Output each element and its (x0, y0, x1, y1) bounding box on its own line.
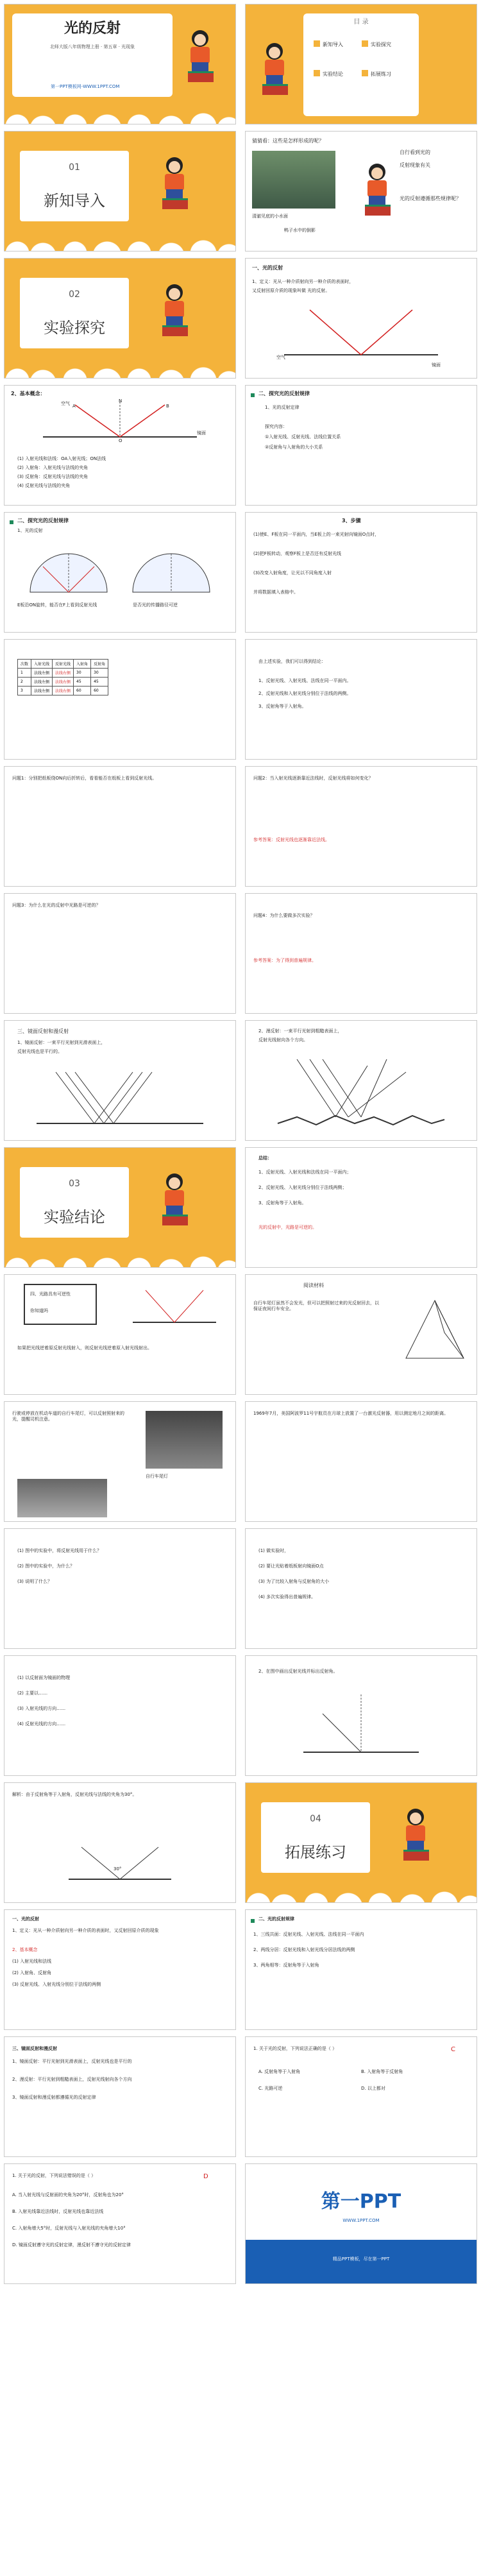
diffuse-diagram (271, 1053, 451, 1130)
def-line-2: 又反射回原介质的现象叫做 光的反射。 (252, 288, 330, 293)
table-cell: 45 (91, 678, 108, 687)
table-cell: 30 (74, 669, 91, 678)
table-row (18, 669, 108, 678)
label-air: 空气 (61, 401, 70, 406)
quiz-2-question: 1. 关于光的反射，下列说法错误的是（ ） (12, 2173, 96, 2178)
table-cell: 30 (91, 669, 108, 678)
review-2-item-3: 3、两角相等：反射角等于入射角 (253, 1963, 319, 1968)
quiz-1-question: 1. 关于光的反射，下列说法正确的是（ ） (253, 2046, 337, 2051)
review-1-item-2: 2、基本概念 (12, 1947, 38, 1952)
explore-heading: 二、探究光的反射规律 (258, 391, 310, 397)
table-cell: 60 (74, 687, 91, 695)
end-banner (246, 2240, 477, 2283)
duck-photo (252, 151, 335, 209)
specular-item-1: 1、镜面反射：一束平行光射到光滑表面上， (17, 1040, 106, 1045)
exercise-c-4: (4) 反射光线的方向…… (17, 1721, 66, 1727)
review-2-item-1: 1、三线共面：反射光线、入射光线、法线在同一平面内 (253, 1932, 364, 1937)
slide-taillight (4, 1401, 236, 1522)
bicycle-photo (17, 1479, 107, 1517)
bullet-icon (10, 520, 13, 524)
review-1-item-3: (1) 入射光线和法线 (12, 1959, 52, 1964)
bullet-icon (251, 1919, 255, 1923)
slide-review-1 (4, 1909, 236, 2030)
quiz-1-option-b[interactable]: B. 入射角等于反射角 (361, 2069, 403, 2074)
quiz-1-answer: C (451, 2046, 455, 2053)
toc-bullet-icon (314, 70, 320, 76)
boy-illustration (361, 164, 393, 215)
diffuse-item-1: 反射光线射向各个方向。 (258, 1037, 308, 1043)
slide-title (4, 4, 236, 124)
explore-item-4: ②反射角与入射角的大小关系 (265, 445, 323, 450)
toc-heading: 目 录 (353, 19, 369, 26)
summary-heading: 总结： (258, 1156, 272, 1161)
intro-answer-1: 自行看到光的 (400, 149, 430, 155)
main-title: 光的反射 (63, 21, 121, 37)
concept-item-3: (3) 反射角：反射光线与法线的夹角 (17, 474, 89, 479)
boy-illustration (158, 284, 190, 336)
concepts-heading: 2、基本概念： (11, 391, 46, 397)
toc-bullet-icon (314, 40, 320, 47)
boy-illustration (258, 43, 291, 94)
exercise-a-2: (2) 图中的实验中，为什么？ (17, 1564, 75, 1569)
step-item-3: (3)改变入射角度，让光以不同角度入射 (253, 570, 332, 576)
section-card (20, 1167, 129, 1238)
exercise-c-3: (3) 入射光线的方向…… (17, 1706, 66, 1711)
experiment-caption-2: 是否光的传播路径可逆 (133, 602, 178, 608)
quiz-2-option-a[interactable]: A. 当入射光线与反射面的夹角为20°时，反射角也为20° (12, 2192, 124, 2197)
review-1-item-4: (2) 入射角、反射角 (12, 1970, 52, 1975)
slide-section-02 (4, 258, 236, 379)
toc-item-4[interactable]: 拓展练习 (371, 71, 391, 77)
table-cell: 2 (18, 678, 31, 687)
cloud-decoration (4, 234, 235, 251)
boy-reading-illustration (184, 30, 216, 81)
concept-item-4: (4) 反射光线与法线的夹角 (17, 483, 71, 488)
section-card (20, 278, 129, 348)
exercise-c-1: (1) 以反射面为镜面的物理 (17, 1675, 71, 1680)
slide-exercise-b (245, 1528, 477, 1649)
specular-diagram (30, 1066, 210, 1130)
boy-illustration (158, 1173, 190, 1225)
answer-2-text: 参考答案：反射光线也逐渐靠近法线。 (253, 837, 330, 842)
exercise-b-4: (4) 多次实验得出普遍规律。 (258, 1594, 316, 1599)
table-header: 入射光线 (31, 660, 53, 669)
table-header: 反射光线 (53, 660, 74, 669)
conclusion-item-4: 3、反射角等于入射角。 (258, 704, 307, 709)
slide-section-01 (4, 131, 236, 252)
toc-item-1[interactable]: 新知导入 (323, 42, 343, 47)
conclusion-item-1: 由上述实验，我们可以得到结论： (258, 659, 326, 664)
slide-end (245, 2163, 477, 2284)
slide-review-2 (245, 1909, 477, 2030)
label-n: N (119, 398, 122, 404)
slide-reversibility (4, 1274, 236, 1395)
step-item-2: (2)把F板转动，观察F板上是否还有反射光线 (253, 551, 341, 556)
table-header: 入射角 (74, 660, 91, 669)
exercise-a-3: (3) 说明了什么？ (17, 1579, 53, 1584)
slide-section-03 (4, 1147, 236, 1268)
review-3-item-3: 3、镜面反射和漫反射都遵循光的反射定律 (12, 2095, 96, 2100)
data-table (17, 659, 108, 695)
slide-question-1 (4, 766, 236, 887)
table-cell: 60 (91, 687, 108, 695)
toc-bullet-icon (362, 70, 368, 76)
reversibility-prompt: 你知道吗 (30, 1308, 48, 1313)
section-number: 02 (69, 289, 80, 300)
section-title: 实验探究 (44, 319, 105, 337)
table-cell: 法线右侧 (53, 669, 74, 678)
section-number: 03 (69, 1179, 80, 1189)
question-3-text: 问题3：为什么在光的反射中光路是可逆的？ (12, 903, 101, 908)
slide-quiz-2 (4, 2163, 236, 2284)
summary-item-3: 3、反射角等于入射角。 (258, 1200, 307, 1206)
slide-steps (245, 512, 477, 633)
slide-data-table (4, 639, 236, 760)
question-1-text: 问题1：分别把纸板绕ON向后折转后，看看能否在纸板上看到反射光线。 (12, 776, 157, 781)
label-o: O (119, 438, 122, 443)
slide-section-04 (245, 1782, 477, 1903)
end-site[interactable]: WWW.1PPT.COM (342, 2218, 380, 2223)
analysis-text: 解析：由于反射角等于入射角，反射光线与法线的夹角为30°。 (12, 1792, 137, 1797)
reading-heading: 阅读材料 (303, 1283, 324, 1288)
slide-review-3 (4, 2036, 236, 2157)
bullet-icon (251, 393, 255, 397)
cloud-decoration (4, 361, 235, 378)
experiment-caption-1: E板沿ON旋转，能否在F上看到反射光线 (17, 602, 97, 608)
concept-item-2: (2) 入射角：入射光线与法线的夹角 (17, 465, 89, 470)
section-card (261, 1802, 370, 1873)
table-cell: 法线左侧 (31, 687, 53, 695)
review-1-heading: 一、光的反射 (12, 1916, 39, 1922)
concept-item-1: (1) 入射光线和法线：OA入射光线；ON法线 (17, 456, 106, 461)
answer-4-text: 参考答案：为了得到普遍规律。 (253, 958, 316, 963)
reading-text: 自行车尾灯虽然不会发光，但可以把照射过来的光反射回去，以保证夜间行车安全。 (253, 1301, 379, 1311)
photo-caption-2: 鸭子水中的倒影 (284, 228, 316, 233)
toc-bullet-icon (362, 40, 368, 47)
quiz-2-answer: D (203, 2173, 208, 2180)
review-2-item-2: 2、两线分居：反射光线和入射光线分居法线的两侧 (253, 1947, 355, 1952)
slide-question-4 (245, 893, 477, 1014)
experiment-heading: 二、探究光的反射规律 (17, 518, 69, 524)
quiz-1-option-c[interactable]: C. 光路可逆 (258, 2086, 283, 2091)
label-b: B (166, 404, 169, 409)
quiz-2-option-b[interactable]: B. 入射光线靠近法线时，反射光线也靠近法线 (12, 2209, 104, 2214)
slide-concepts (4, 385, 236, 506)
slide-conclusion-text (245, 639, 477, 760)
reversibility-box (24, 1284, 97, 1325)
label-mirror: 镜面 (197, 431, 206, 436)
boy-illustration (400, 1809, 432, 1860)
reversibility-diagram (126, 1284, 223, 1329)
table-header: 次数 (18, 660, 31, 669)
step-item-4: 并将数据填入表格中。 (253, 590, 298, 595)
protractor-diagram (17, 541, 223, 599)
step-item-1: (1)使E、F板在同一平面内，当E板上的一束光射向镜面O点时， (253, 532, 380, 537)
intro-question: 猜猜看：这些是怎样形成的呢？ (252, 138, 324, 144)
explore-item-1: 1、光的反射定律 (265, 405, 300, 410)
diffuse-heading: 2、漫反射：一束平行光射到粗糙表面上， (258, 1028, 342, 1034)
exercise-b-2: (2) 要让光贴着纸板射向镜面O点 (258, 1564, 324, 1569)
exercise-c-2: (2) 主要以…… (17, 1691, 48, 1696)
boy-illustration (158, 157, 190, 209)
table-row (18, 687, 108, 695)
section-title: 新知导入 (44, 192, 105, 210)
table-row (18, 678, 108, 687)
moon-text: 1969年7月，美国阿波罗11号宇航员在月球上放置了一台激光反射器，用以测定地月之间的距离。 (253, 1411, 449, 1416)
exercise-b-3: (3) 为了比较入射角与反射角的大小 (258, 1579, 330, 1584)
table-cell: 法线右侧 (53, 678, 74, 687)
exercise-a-1: (1) 图中的实验中，将反射光线用于什么？ (17, 1548, 102, 1553)
slide-exercise-a (4, 1528, 236, 1649)
slide-analysis (4, 1782, 236, 1903)
section-card (20, 151, 129, 221)
slide-diffuse (245, 1020, 477, 1141)
slide-intro (245, 131, 477, 252)
site-link[interactable]: 第一PPT模板网-WWW.1PPT.COM (51, 84, 120, 89)
slide-summary (245, 1147, 477, 1268)
specular-heading: 三、镜面反射和漫反射 (17, 1028, 69, 1034)
def-heading: 一、光的反射 (252, 265, 283, 271)
steps-heading: 3、步骤 (342, 518, 361, 524)
review-1-item-5: (3) 反射光线、入射光线分别位于法线的两侧 (12, 1982, 101, 1987)
summary-item-4: 光的反射中，光路是可逆的。 (258, 1225, 317, 1230)
section-number: 04 (310, 1814, 321, 1824)
intro-answer-2: 反射现象有关 (400, 162, 430, 168)
summary-item-2: 2、反射光线、入射光线分别位于法线两侧； (258, 1185, 347, 1190)
quiz-1-option-d[interactable]: D. 以上都对 (361, 2086, 385, 2091)
table-cell: 法线右侧 (53, 687, 74, 695)
photo-caption-1: 清澈见底的小水面 (252, 214, 288, 219)
slide-exercise-c (4, 1655, 236, 1776)
reversibility-question: 四、光路具有可逆性 (30, 1292, 71, 1297)
table-cell: 3 (18, 687, 31, 695)
intro-answer-3: 光的反射遵循那些规律呢？ (400, 196, 461, 201)
slide-moon (245, 1401, 477, 1522)
label-mirror: 镜面 (432, 363, 441, 368)
end-footer: 精品PPT模板，尽在第一PPT (332, 2256, 390, 2262)
slide-experiment (4, 512, 236, 633)
end-logo: 第一PPT (321, 2190, 401, 2213)
title-card (12, 13, 173, 97)
table-cell: 1 (18, 669, 31, 678)
slide-quiz-1 (245, 2036, 477, 2157)
draw-text: 2、在图中画出反射光线并标出反射角。 (258, 1669, 338, 1674)
review-1-item-1: 1、定义：光从一种介质射向另一种介质的表面时，又反射回原介质的现象 (12, 1928, 159, 1933)
draw-diagram (297, 1688, 425, 1765)
slide-question-2 (245, 766, 477, 887)
slide-exercise-draw (245, 1655, 477, 1776)
review-3-item-2: 2、漫反射：平行光射到粗糙表面上，反射光线射向各个方向 (12, 2077, 132, 2082)
section-number: 01 (69, 162, 80, 173)
slide-reading (245, 1274, 477, 1395)
exercise-b-1: (1) 做实验时， (258, 1548, 289, 1553)
label-a: A (72, 404, 76, 409)
taillight-photo (146, 1411, 223, 1469)
slide-explore (245, 385, 477, 506)
table-cell: 法线左侧 (31, 678, 53, 687)
review-3-heading: 三、镜面反射和漫反射 (12, 2046, 57, 2051)
table-cell: 45 (74, 678, 91, 687)
explore-item-3: ①入射光线、反射光线、法线位置关系 (265, 434, 341, 439)
taillight-caption: 自行车尾灯 (146, 1474, 168, 1479)
review-3-item-1: 1、镜面反射：平行光射到光滑表面上，反射光线也是平行的 (12, 2059, 132, 2064)
slide-question-3 (4, 893, 236, 1014)
toc-card (303, 13, 419, 116)
question-2-text: 问题2：当入射光线逐渐靠近法线时，反射光线将如何变化？ (253, 776, 373, 781)
toc-item-2[interactable]: 实验探究 (371, 42, 391, 47)
table-cell: 法线左侧 (31, 669, 53, 678)
summary-item-1: 1、反射光线、入射光线和法线在同一平面内； (258, 1170, 351, 1175)
taillight-text: 行驶或停放在机动车道的自行车尾灯，可以反射照射来的光，提醒司机注意。 (12, 1411, 124, 1422)
quiz-2-option-d[interactable]: D. 镜面反射遵守光的反射定律，漫反射不遵守光的反射定律 (12, 2242, 131, 2248)
quiz-1-option-a[interactable]: A. 反射角等于入射角 (258, 2069, 301, 2074)
reflection-diagram (271, 303, 451, 374)
toc-item-3[interactable]: 实验结论 (323, 71, 343, 77)
cloud-decoration (4, 1250, 235, 1267)
def-line-1: 1、定义：光从一种介质射向另一种介质的表面时， (252, 279, 354, 284)
analysis-angle: 30° (114, 1866, 122, 1872)
quiz-2-option-c[interactable]: C. 入射角增大5°时，反射光线与入射光线的夹角增大10° (12, 2226, 126, 2231)
review-2-heading: 二、光的反射规律 (258, 1916, 294, 1922)
reversibility-text: 如果把光线逆着原反射光线射入，则反射光线逆着原入射光线射出。 (17, 1345, 152, 1351)
conclusion-item-2: 1、反射光线、入射光线、法线在同一平面内。 (258, 678, 351, 683)
explore-item-2: 探究内容： (265, 424, 287, 429)
section-title: 实验结论 (44, 1208, 105, 1226)
slide-toc (245, 4, 477, 124)
slide-definition (245, 258, 477, 379)
experiment-sub: 1、光的反射 (17, 528, 43, 533)
label-air: 空气 (276, 355, 285, 360)
cloud-decoration (4, 107, 235, 124)
slide-specular (4, 1020, 236, 1141)
conclusion-item-3: 2、反射光线和入射光线分别位于法线的两侧。 (258, 691, 351, 696)
specular-item-2: 反射光线也是平行的。 (17, 1049, 62, 1054)
prism-diagram (400, 1294, 470, 1371)
subtitle: 北师大版八年级物理上册 · 第五章 · 光现象 (49, 44, 135, 49)
question-4-text: 问题4：为什么要做多次实验？ (253, 913, 315, 918)
table-header: 反射角 (91, 660, 108, 669)
cloud-decoration (246, 1886, 477, 1902)
table-header-row (18, 660, 108, 669)
section-title: 拓展练习 (285, 1843, 346, 1861)
